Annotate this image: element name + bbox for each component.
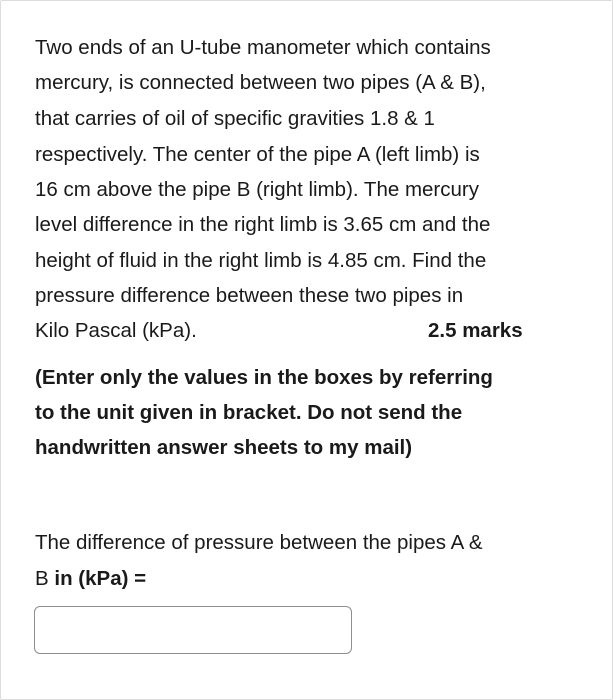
instruction-line-1: (Enter only the values in the boxes by referring	[35, 366, 493, 389]
answer-box[interactable]	[34, 606, 352, 654]
question-text-line-2: mercury, is connected between two pipes (A & B),	[35, 71, 486, 94]
question-text-line-9: Kilo Pascal (kPa).	[35, 319, 197, 342]
question-text-line-6: level difference in the right limb is 3.65 cm and the	[35, 213, 491, 236]
question-text-line-5: 16 cm above the pipe B (right limb). The mercury	[35, 178, 479, 201]
question-text-line-7: height of fluid in the right limb is 4.85 cm. Find the	[35, 249, 487, 272]
answer-input[interactable]	[35, 607, 351, 653]
prompt-line-2-unit: in (kPa) =	[54, 567, 147, 590]
marks-label: 2.5 marks	[428, 319, 523, 342]
prompt-line-2-plain: B	[35, 567, 55, 590]
question-text-line-3: that carries of oil of specific gravities 1.8 & 1	[35, 107, 435, 130]
question-text-line-8: pressure difference between these two pipes in	[35, 284, 464, 307]
prompt-line-1: The difference of pressure between the pipes A &	[35, 531, 483, 554]
instruction-line-3: handwritten answer sheets to my mail)	[35, 436, 413, 459]
instruction-line-2: to the unit given in bracket. Do not send the	[35, 401, 463, 424]
question-text-line-1: Two ends of an U-tube manometer which contains	[35, 36, 491, 59]
question-text-line-4: respectively. The center of the pipe A (left limb) is	[35, 143, 480, 166]
prompt-line-2	[35, 565, 146, 593]
